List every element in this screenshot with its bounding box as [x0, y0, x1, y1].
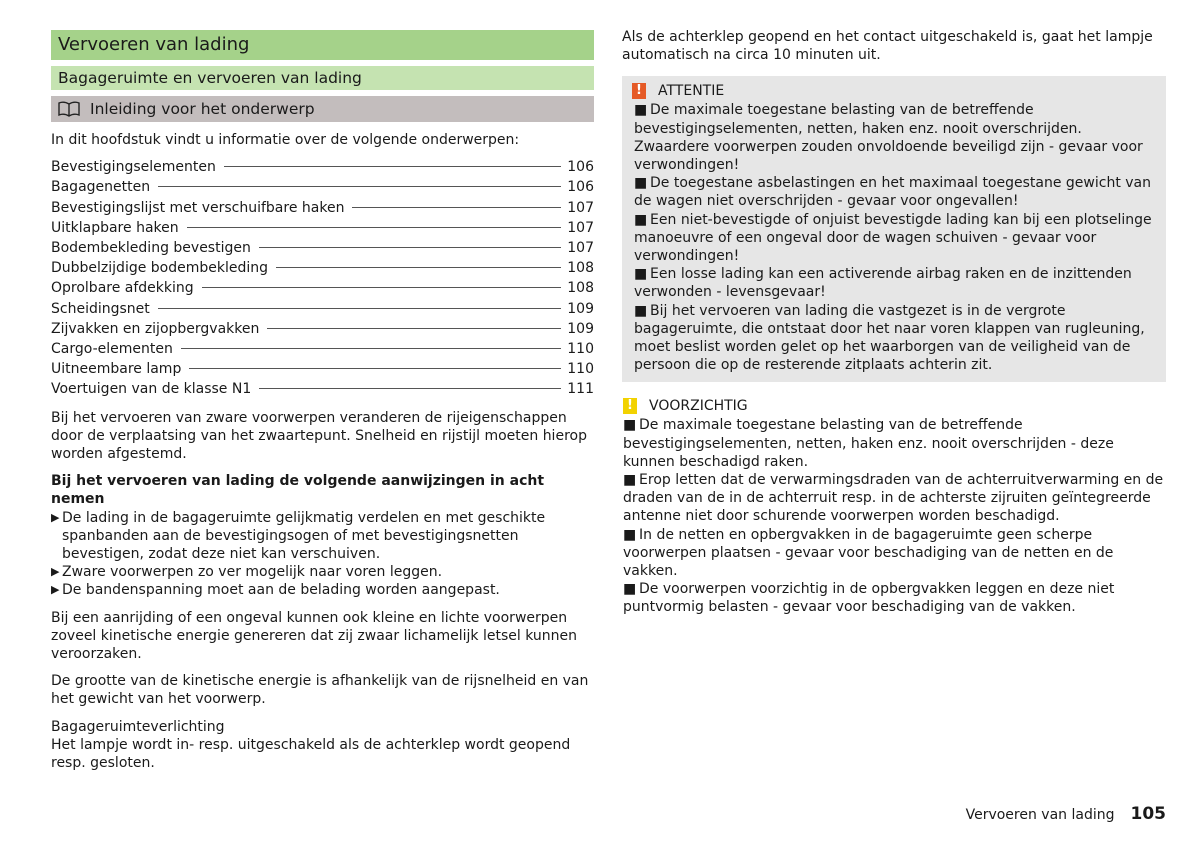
attention-item: [634, 211, 1154, 266]
toc-leader: [181, 348, 561, 349]
attention-item-text: De toegestane asbelastingen en het maximaal toegestane gewicht van de wagen niet overschrijden - gevaar voor ongevallen!: [634, 175, 1151, 210]
toc-label: Dubbelzijdige bodembekleding: [51, 260, 269, 277]
arrow-bullet-icon: ▶: [51, 510, 60, 524]
square-bullet-icon: ■: [634, 266, 651, 283]
attention-title: ATTENTIE: [658, 83, 725, 100]
toc-leader: [202, 287, 562, 288]
toc-label: Uitklapbare haken: [51, 219, 179, 236]
toc-leader: [352, 207, 561, 208]
square-bullet-icon: ■: [623, 581, 640, 598]
attention-list: [634, 101, 1154, 374]
square-bullet-icon: ■: [623, 526, 640, 543]
lamp-heading: Bagageruimteverlichting: [51, 718, 225, 735]
intro-text: In dit hoofdstuk vindt u informatie over de volgende onderwerpen:: [51, 132, 520, 148]
section-title: Bagageruimte en vervoeren van lading: [51, 66, 594, 90]
toc-label: Scheidingsnet: [51, 300, 150, 317]
toc-label: Uitneembare lamp: [51, 361, 182, 378]
toc-page: 106: [567, 159, 594, 176]
arrow-bullet-icon: ▶: [51, 583, 60, 597]
toc-label: Bodembekleding bevestigen: [51, 240, 251, 257]
caution-item-text: In de netten en opbergvakken in de bagageruimte geen scherpe voorwerpen plaatsen - gevaar voor beschadiging van de netten en de vakken.: [623, 526, 1114, 580]
toc-row: [51, 258, 594, 278]
page-footer: [966, 804, 1166, 824]
toc-row: [51, 319, 594, 339]
toc-page: 106: [567, 179, 594, 196]
instruction-item: [51, 581, 594, 599]
instruction-item: [51, 563, 594, 581]
attention-item: [634, 101, 1154, 174]
instruction-item: [51, 509, 594, 564]
intro-heading-bar: [51, 96, 594, 122]
arrow-bullet-icon: ▶: [51, 565, 60, 579]
caution-title: VOORZICHTIG: [649, 398, 748, 415]
square-bullet-icon: ■: [634, 102, 651, 119]
attention-item: [634, 174, 1154, 210]
caution-item: [623, 580, 1166, 616]
toc-page: 108: [567, 280, 594, 297]
toc-page: 110: [567, 341, 594, 358]
caution-list: [623, 416, 1166, 616]
caution-item-text: De maximale toegestane belasting van de betreffende bevestigingselementen, netten, haken enz. nooit overschrijden - deze kunnen beschadigd raken.: [623, 417, 1114, 470]
attention-item-text: Bij het vervoeren van lading die vastgezet is in de vergrote bagageruimte, die ontstaat door het naar voren klappen van rugleuning, moet beslist worden gelet op het waarborgen van de veiligheid van de persoon die op de resterende zitplaats achterin zit.: [634, 302, 1145, 374]
toc-page: 107: [567, 199, 594, 216]
table-of-contents: [51, 157, 594, 399]
toc-leader: [158, 308, 562, 309]
intro-heading: Inleiding voor het onderwerp: [90, 100, 315, 118]
paragraph-center-of-gravity: Bij het vervoeren van zware voorwerpen veranderen de rijeigenschappen door de verplaatsing van het zwaartepunt. Snelheid en rijstijl moeten hierop worden afgestemd.: [51, 409, 587, 463]
toc-row: [51, 339, 594, 359]
instruction-text: Zware voorwerpen zo ver mogelijk naar voren leggen.: [62, 564, 443, 581]
attention-box: [622, 76, 1166, 382]
footer-title: Vervoeren van lading: [965, 807, 1115, 823]
toc-row: [51, 218, 594, 238]
lamp-text: Het lampje wordt in- resp. uitgeschakeld als de achterklep wordt geopend resp. gesloten.: [51, 736, 571, 772]
left-column: [51, 30, 594, 772]
warning-icon: !: [632, 83, 646, 99]
toc-page: 110: [567, 361, 594, 378]
book-icon: [58, 101, 80, 117]
toc-row: [51, 278, 594, 298]
toc-leader: [267, 328, 561, 329]
caution-box: [622, 396, 1166, 616]
toc-leader: [189, 368, 561, 369]
attention-item-text: Een losse lading kan een activerende airbag raken en de inzittenden verwonden - levensgevaar!: [634, 266, 1132, 301]
instruction-text: De bandenspanning moet aan de belading worden aangepast.: [62, 582, 500, 599]
attention-item-text: Een niet-bevestigde of onjuist bevestigde lading kan bij een plotselinge manoeuvre of een ongeval door de wagen schuiven - gevaar voor verwondingen!: [634, 211, 1152, 265]
square-bullet-icon: ■: [623, 472, 640, 489]
toc-page: 108: [567, 260, 594, 277]
toc-label: Bevestigingslijst met verschuifbare haken: [51, 199, 345, 216]
caution-item: [623, 416, 1166, 471]
paragraph-energy-size: De grootte van de kinetische energie is afhankelijk van de rijsnelheid en van het gewicht van het voorwerp.: [51, 673, 589, 708]
square-bullet-icon: ■: [634, 302, 651, 319]
toc-row: [51, 359, 594, 379]
toc-page: 107: [567, 240, 594, 257]
toc-label: Bagagenetten: [51, 179, 151, 196]
toc-leader: [158, 186, 561, 187]
chapter-title: Vervoeren van lading: [51, 30, 594, 60]
square-bullet-icon: ■: [634, 175, 651, 192]
page-number: 105: [1130, 804, 1166, 824]
toc-row: [51, 198, 594, 218]
caution-header: [623, 396, 1166, 416]
instructions-heading: Bij het vervoeren van lading de volgende aanwijzingen in acht nemen: [51, 473, 545, 508]
attention-item: [634, 265, 1154, 301]
toc-label: Oprolbare afdekking: [51, 280, 194, 297]
caution-item-text: Erop letten dat de verwarmingsdraden van de achterruitverwarming en de draden van de in de achterruit resp. in de achterste zijruiten geïntegreerde antenne niet door schurende voorwerpen worden beschadigd.: [623, 472, 1164, 525]
toc-leader: [276, 267, 561, 268]
caution-item: [623, 471, 1166, 526]
caution-icon: !: [623, 398, 637, 414]
toc-page: 109: [567, 320, 594, 337]
attention-header: [634, 81, 1154, 101]
toc-page: 109: [567, 300, 594, 317]
toc-leader: [259, 247, 561, 248]
instruction-text: De lading in de bagageruimte gelijkmatig verdelen en met geschikte spanbanden aan de bevestigingsogen of met bevestigingsnetten bevestigen, zodat deze niet kan verschuiven.: [62, 509, 546, 563]
paragraph-kinetic-energy: Bij een aanrijding of een ongeval kunnen ook kleine en lichte voorwerpen zoveel kinetische energie genereren dat zij zwaar lichamelijk letsel kunnen veroorzaken.: [51, 609, 578, 663]
attention-item: [634, 302, 1154, 375]
toc-row: [51, 157, 594, 177]
toc-page: 111: [567, 381, 594, 398]
toc-row: [51, 379, 594, 399]
right-column: [622, 28, 1166, 617]
attention-item-text: De maximale toegestane belasting van de betreffende bevestigingselementen, netten, haken enz. nooit overschrijden. Zwaardere voorwerpen zouden onvoldoende beveiligd zijn - gevaar voor verwondingen!: [634, 102, 1143, 174]
caution-item-text: De voorwerpen voorzichtig in de opbergvakken leggen en deze niet puntvormig belasten - gevaar voor beschadiging van de vakken.: [623, 581, 1115, 616]
toc-label: Bevestigingselementen: [51, 159, 216, 176]
toc-leader: [187, 227, 562, 228]
toc-row: [51, 299, 594, 319]
caution-item: [623, 526, 1166, 581]
right-intro-text: Als de achterklep geopend en het contact uitgeschakeld is, gaat het lampje automatisch na circa 10 minuten uit.: [622, 29, 1153, 64]
toc-leader: [224, 166, 561, 167]
toc-label: Voertuigen van de klasse N1: [51, 381, 252, 398]
toc-leader: [259, 388, 561, 389]
square-bullet-icon: ■: [634, 211, 651, 228]
toc-row: [51, 238, 594, 258]
square-bullet-icon: ■: [623, 417, 640, 434]
toc-label: Zijvakken en zijopbergvakken: [51, 320, 260, 337]
instructions-list: [51, 509, 594, 600]
toc-label: Cargo-elementen: [51, 341, 173, 358]
toc-page: 107: [567, 219, 594, 236]
toc-row: [51, 177, 594, 197]
